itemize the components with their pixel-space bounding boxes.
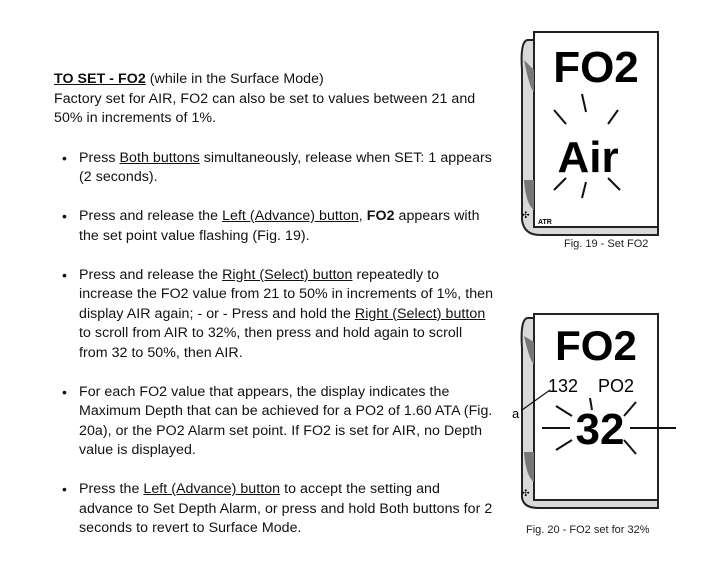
item-text: Press and release the bbox=[79, 266, 223, 283]
figure-19-display bbox=[520, 30, 670, 250]
callout-label: a bbox=[512, 406, 520, 421]
lcd-air-value: Air bbox=[557, 133, 619, 182]
item-text: repeatedly to increase the FO2 value from 21 to 50% in increments of 1%, then display AIR again; - or - Press and hold the bbox=[79, 266, 494, 322]
lcd-po2-label: PO2 bbox=[598, 376, 635, 396]
figure-19-caption: Fig. 19 - Set FO2 bbox=[564, 238, 649, 250]
item-text: Press the bbox=[79, 481, 144, 497]
item-text: to accept the setting and advance to Set Depth Alarm, or press and hold Both buttons for 2 seconds to revert to Surface Mode. bbox=[79, 481, 493, 536]
lcd-fo2-value: 32 bbox=[575, 405, 625, 454]
fo2-bold: FO2 bbox=[366, 208, 395, 224]
section-heading bbox=[54, 70, 494, 90]
lcd-max-depth: 132 bbox=[548, 376, 579, 396]
side-label: ATR bbox=[538, 219, 552, 226]
item-text: Press and release the bbox=[79, 208, 223, 224]
button-reference: Right (Select) button bbox=[354, 305, 486, 322]
intro-paragraph: Factory set for AIR, FO2 can also be set to values between 21 and 50% in increments of 1%. bbox=[54, 90, 476, 126]
item-text: , bbox=[358, 208, 367, 224]
item-text: Press bbox=[79, 149, 120, 166]
list-item bbox=[54, 207, 494, 246]
item-text: appears with the set point value flashing (Fig. 19). bbox=[79, 208, 480, 244]
button-reference: Left (Advance) button bbox=[143, 481, 281, 497]
fish-icon: ✣ bbox=[522, 488, 530, 498]
figure-20-caption: Fig. 20 - FO2 set for 32% bbox=[526, 524, 650, 536]
list-item bbox=[54, 383, 494, 461]
heading-subtitle: (while in the Surface Mode) bbox=[149, 71, 324, 87]
lcd-fo2-label: FO2 bbox=[555, 322, 637, 369]
instruction-list bbox=[54, 149, 494, 539]
instructions-column bbox=[54, 70, 494, 558]
list-item bbox=[54, 480, 494, 539]
item-text: to scroll from AIR to 32%, then press and hold again to scroll from 32 to 50%, then AIR. bbox=[79, 325, 463, 361]
lcd-fo2-label: FO2 bbox=[553, 43, 639, 92]
button-reference: Right (Select) button bbox=[222, 266, 353, 283]
figure-20-display bbox=[512, 312, 682, 536]
dive-computer-lcd bbox=[520, 30, 670, 240]
button-reference: Left (Advance) button bbox=[222, 208, 359, 224]
button-reference: Both buttons bbox=[119, 149, 200, 166]
list-item bbox=[54, 266, 494, 364]
heading-title: TO SET - FO2 bbox=[54, 71, 146, 87]
fish-icon: ✣ bbox=[522, 210, 530, 220]
dive-computer-lcd bbox=[512, 312, 682, 512]
item-text: simultaneously, release when SET: 1 appears (2 seconds). bbox=[79, 149, 492, 185]
list-item bbox=[54, 149, 494, 188]
item-text: For each FO2 value that appears, the display indicates the Maximum Depth that can be achieved for a PO2 of 1.60 ATA (Fig. 20a), or the PO2 Alarm set point. If FO2 is set for AIR, no Depth value is displayed. bbox=[79, 383, 493, 458]
